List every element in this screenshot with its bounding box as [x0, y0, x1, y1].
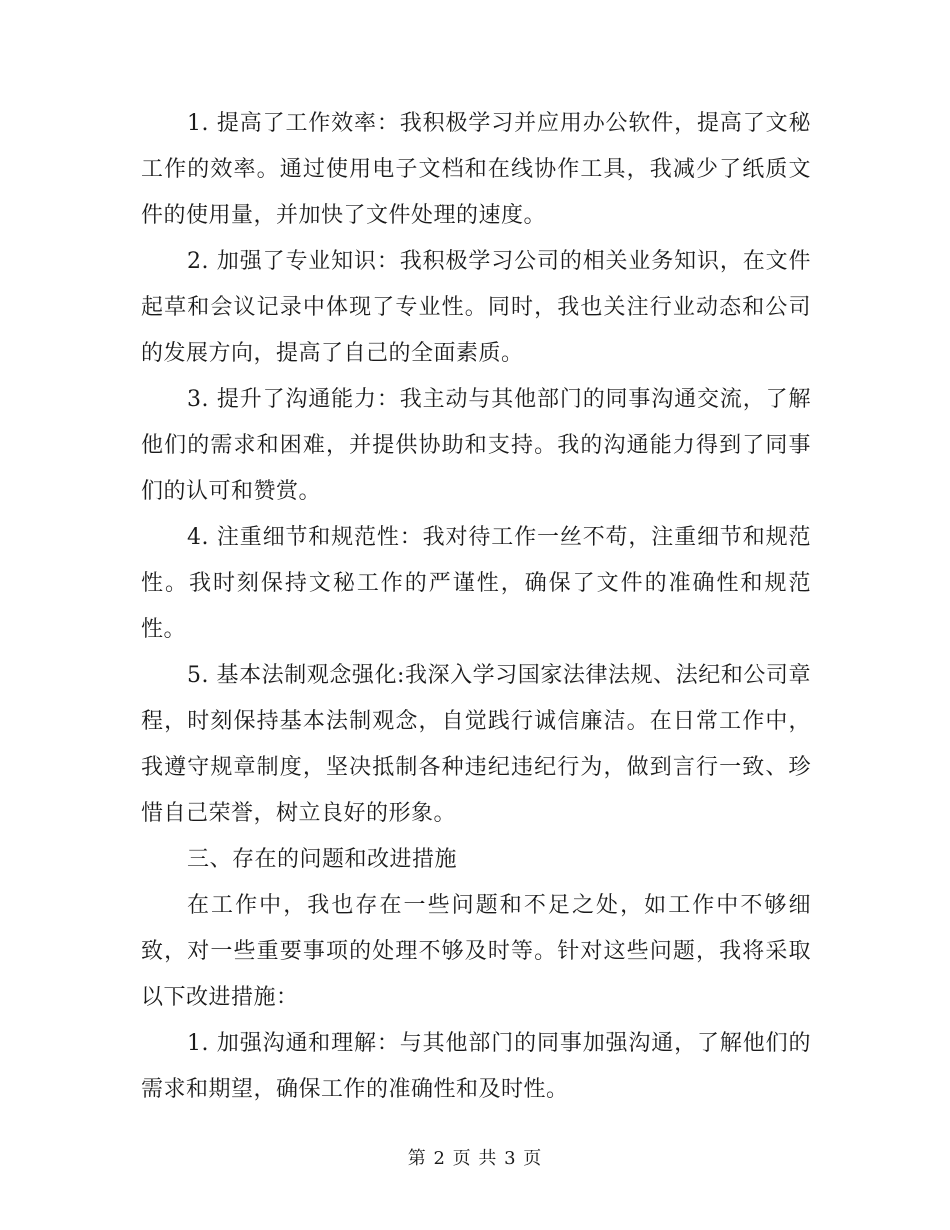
- page-footer: [0, 1146, 950, 1172]
- page-number-label: 第 2 页 共 3 页: [407, 1148, 543, 1169]
- paragraph-communication: 3. 提升了沟通能力：我主动与其他部门的同事沟通交流，了解他们的需求和困难，并提供协助和支持。我的沟通能力得到了同事们的认可和赞赏。: [141, 387, 811, 504]
- paragraph-legal: 5. 基本法制观念强化:我深入学习国家法律法规、法纪和公司章程，时刻保持基本法制观念，自觉践行诚信廉洁。在日常工作中，我遵守规章制度，坚决抵制各种违纪违纪行为，做到言行一致、珍惜自己荣誉，树立良好的形象。: [141, 663, 811, 826]
- paragraph-details: 4. 注重细节和规范性：我对待工作一丝不苟，注重细节和规范性。我时刻保持文秘工作的严谨性，确保了文件的准确性和规范性。: [141, 525, 811, 642]
- paragraph-improvement-1: 1. 加强沟通和理解：与其他部门的同事加强沟通，了解他们的需求和期望，确保工作的准确性和及时性。: [141, 1031, 811, 1102]
- document-body: [141, 101, 811, 1113]
- paragraph-efficiency: 1. 提高了工作效率：我积极学习并应用办公软件，提高了文秘工作的效率。通过使用电子文档和在线协作工具，我减少了纸质文件的使用量，并加快了文件处理的速度。: [141, 111, 811, 228]
- paragraph-knowledge: 2. 加强了专业知识：我积极学习公司的相关业务知识，在文件起草和会议记录中体现了专业性。同时，我也关注行业动态和公司的发展方向，提高了自己的全面素质。: [141, 249, 811, 366]
- section-heading-problems: 三、存在的问题和改进措施: [187, 847, 458, 872]
- paragraph-problems: 在工作中，我也存在一些问题和不足之处，如工作中不够细致，对一些重要事项的处理不够及时等。针对这些问题，我将采取以下改进措施：: [141, 893, 811, 1010]
